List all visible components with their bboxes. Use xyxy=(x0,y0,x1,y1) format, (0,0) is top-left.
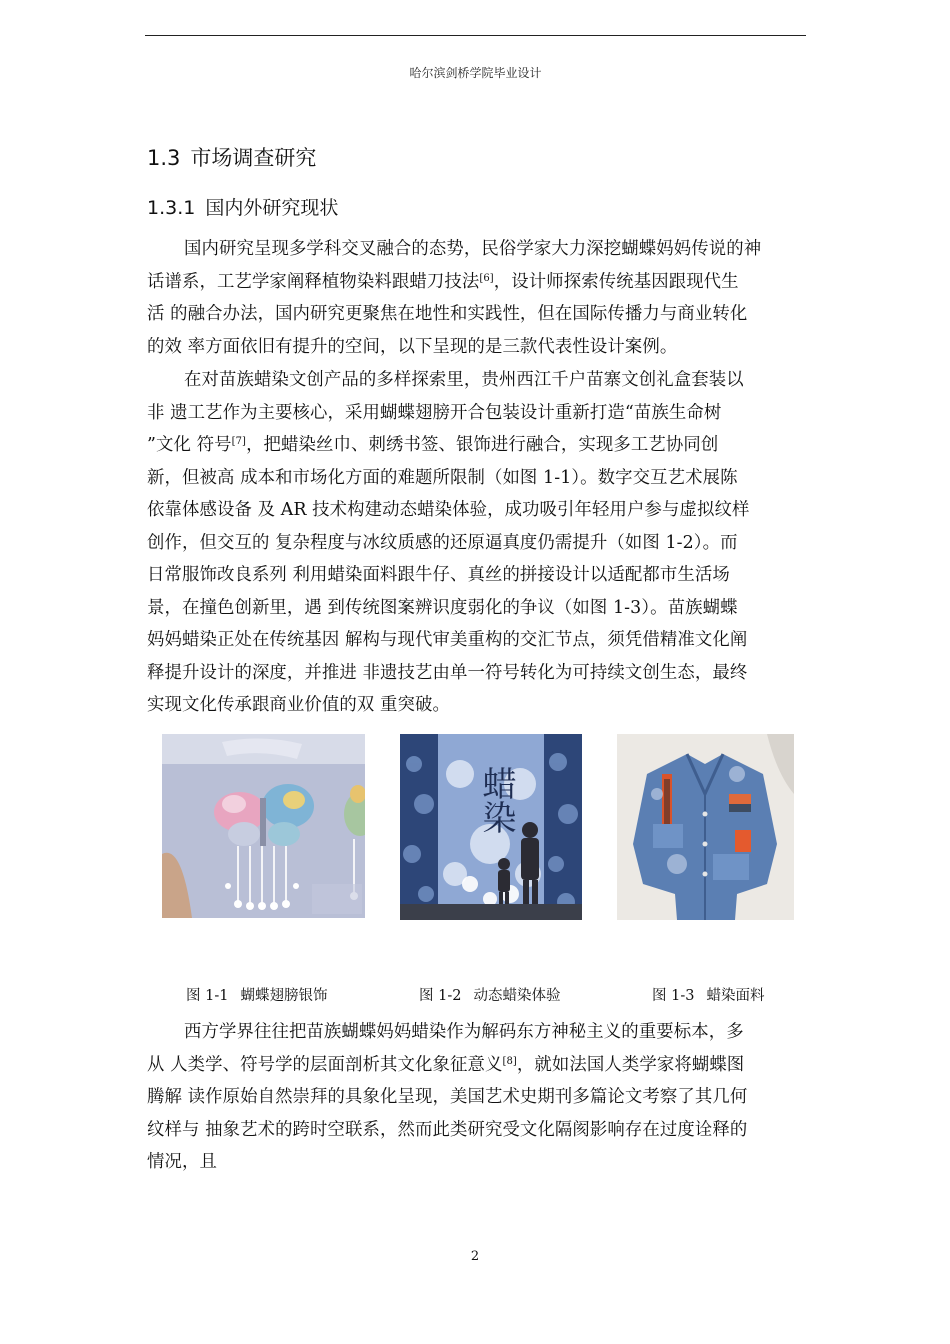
running-header: 哈尔滨剑桥学院毕业设计 xyxy=(409,66,542,80)
citation-ref: [6] xyxy=(479,272,494,284)
paragraph-western-research xyxy=(147,1016,807,1179)
figure-caption: 图 1-3 蜡染面料 xyxy=(652,988,765,1004)
text-line: 日常服饰改良系列 利用蜡染面料跟牛仔、真丝的拼接设计以适配都市生活场 xyxy=(147,565,730,585)
text-line: 腾解 读作原始自然崇拜的具象化呈现，美国艺术史期刊多篇论文考察了其几何 xyxy=(147,1087,748,1107)
text-line: 的效 率方面依旧有提升的空间，以下呈现的是三款代表性设计案例。 xyxy=(147,336,678,357)
figure-caption: 图 1-2 动态蜡染体验 xyxy=(419,988,561,1004)
subsection-number: 1.3.1 xyxy=(147,197,196,219)
interactive-batik-exhibit-photo xyxy=(400,734,582,920)
paragraph-design-cases xyxy=(147,364,807,722)
subsection-heading xyxy=(147,193,338,220)
butterfly-earring-photo xyxy=(162,734,365,918)
header-rule xyxy=(145,35,806,36)
text-line: 情况，且 xyxy=(147,1152,217,1172)
text-line: 景，在撞色创新里，遇 到传统图案辨识度弱化的争议（如图 1-3）。苗族蝴蝶 xyxy=(147,597,738,618)
section-heading xyxy=(147,142,316,172)
text-line: 依靠体感设备 及 AR 技术构建动态蜡染体验，成功吸引年轻用户参与虚拟纹样 xyxy=(147,500,750,520)
text-line: 话谱系，工艺学家阐释植物染料跟蜡刀技法[6]，设计师探索传统基因跟现代生 xyxy=(147,271,739,292)
text-line: 在对苗族蜡染文创产品的多样探索里，贵州西江千户苗寨文创礼盒套装以 xyxy=(184,370,744,390)
citation-ref: [8] xyxy=(502,1055,517,1067)
text-line: 国内研究呈现多学科交叉融合的态势，民俗学家大力深挖蝴蝶妈妈传说的神 xyxy=(184,239,762,259)
section-title: 市场调查研究 xyxy=(190,146,317,170)
text-line: 活 的融合办法，国内研究更聚焦在地性和实践性，但在国际传播力与商业转化 xyxy=(147,304,748,324)
figure-caption: 图 1-1 蝴蝶翅膀银饰 xyxy=(186,988,328,1004)
page-number: 2 xyxy=(470,1249,480,1264)
text-line: 非 遗工艺作为主要核心，采用蝴蝶翅膀开合包装设计重新打造“苗族生命树 xyxy=(147,402,722,423)
section-number: 1.3 xyxy=(147,146,181,170)
text-line: 新，但被高 成本和市场化方面的难题所限制（如图 1-1）。数字交互艺术展陈 xyxy=(147,467,738,488)
paragraph-domestic-research xyxy=(147,233,807,363)
text-line: ”文化 符号[7]，把蜡染丝巾、刺绣书签、银饰进行融合，实现多工艺协同创 xyxy=(147,435,719,455)
exhibit-batik-glyphs: 蜡染 xyxy=(476,766,516,834)
text-line: 释提升设计的深度，并推进 非遗技艺由单一符号转化为可持续文创生态，最终 xyxy=(147,662,748,683)
text-line: 妈妈蜡染正处在传统基因 解构与现代审美重构的交汇节点，须凭借精准文化阐 xyxy=(147,630,748,650)
text-line: 西方学界往往把苗族蝴蝶妈妈蜡染作为解码东方神秘主义的重要标本，多 xyxy=(184,1022,744,1042)
text-line: 实现文化传承跟商业价值的双 重突破。 xyxy=(147,695,450,715)
text-line: 纹样与 抽象艺术的跨时空联系，然而此类研究受文化隔阂影响存在过度诠释的 xyxy=(147,1119,748,1140)
text-line: 从 人类学、符号学的层面剖析其文化象征意义[8]，就如法国人类学家将蝴蝶图 xyxy=(147,1054,745,1075)
citation-ref: [7] xyxy=(231,436,247,447)
subsection-title: 国内外研究现状 xyxy=(205,197,339,219)
text-line: 创作，但交互的 复杂程度与冰纹质感的还原逼真度仍需提升（如图 1-2）。而 xyxy=(147,532,738,553)
denim-batik-jacket-photo xyxy=(617,734,794,920)
